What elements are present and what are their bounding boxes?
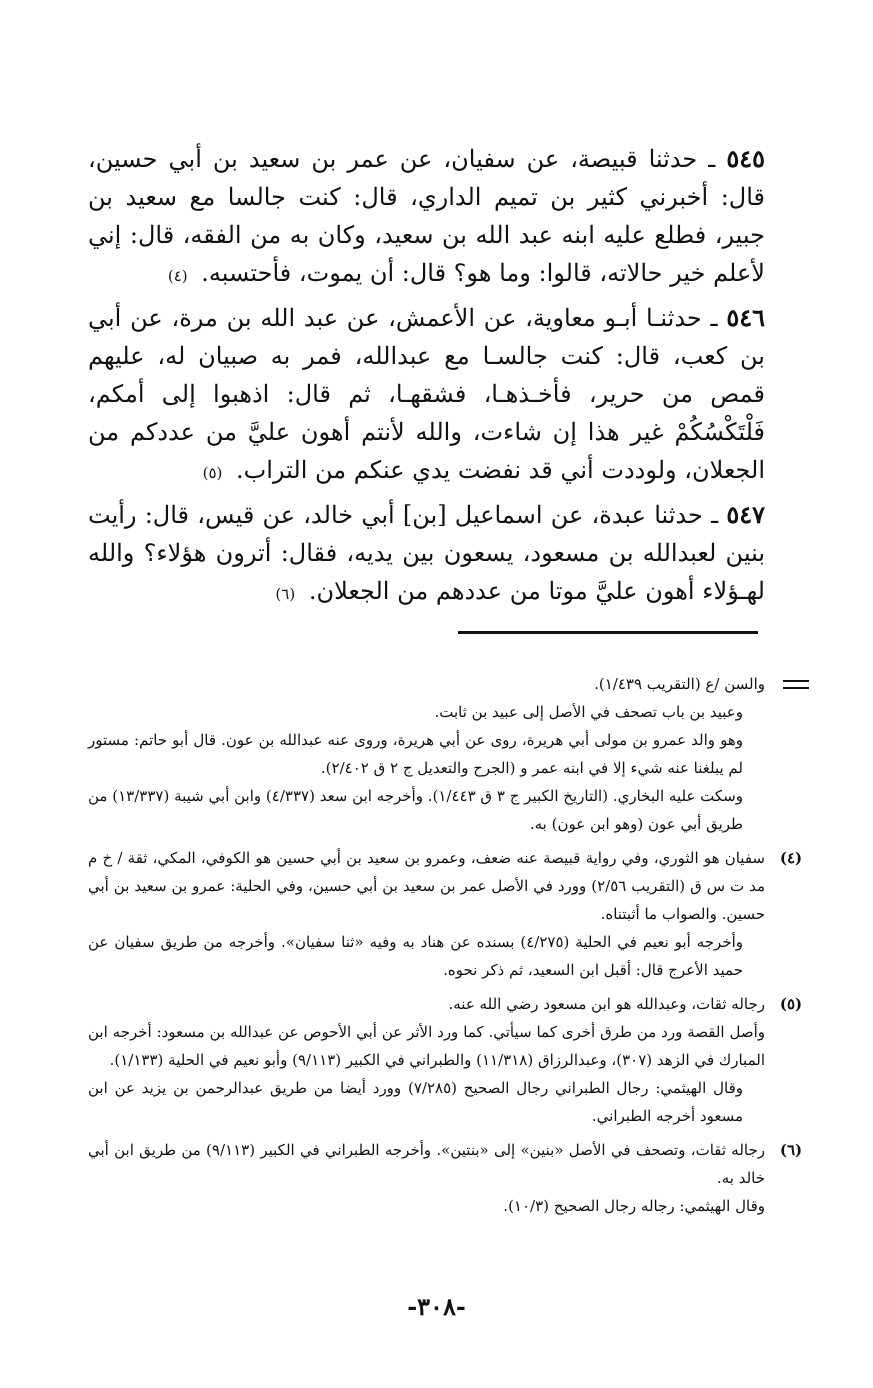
footnote-ref: (٤) xyxy=(167,267,188,285)
footnote-number: (٦) xyxy=(779,1141,803,1159)
footnote-line: وأصل القصة ورد من طرق أخرى كما سيأتي. كما ورد الأثر عن أبي الأحوص عن عبدالله بن مسعود: أخرجه ابن المبارك في الزهد (٣٠٧)، وعبدالرزاق (١١/٣١٨) والطبراني في الكبير (٩/١١٣) وأبو نعيم في الحلية (١/١٣٣). xyxy=(88,1023,765,1069)
footnote-ref: (٥) xyxy=(202,464,223,482)
footnote-ref: (٦) xyxy=(275,585,296,603)
footnotes xyxy=(88,670,803,1220)
footnote-4 xyxy=(88,844,803,984)
continuation-mark-icon xyxy=(783,680,809,694)
footnote-line: سفيان هو الثوري، وفي رواية قبيصة عنه ضعف، وعمرو بن سعيد بن أبي حسين هو الكوفي، المكي، ثقة / خ م مد ت س ق (التقريب ٢/٥٦) وورد في الأصل عمر بن سعيد بن أبي حسين، وفي الحلية: عمرو بن سعيد بن أبي حسين. والصواب ما أثبتناه. xyxy=(88,849,766,923)
footnote-line: وعبيد بن باب تصحف في الأصل إلى عبيد بن ثابت. xyxy=(434,703,743,721)
hadith-number: ٥٤٦ xyxy=(726,303,765,332)
hadith-547 xyxy=(88,496,765,613)
hadith-545 xyxy=(88,140,765,295)
footnote-line: وقال الهيثمي: رجاله رجال الصحيح (١٠/٣). xyxy=(503,1197,765,1215)
page-number: -٣٠٨- xyxy=(407,1292,466,1321)
footnote-number: (٥) xyxy=(779,995,803,1013)
footnote-6 xyxy=(88,1136,803,1220)
footnote-number: (٤) xyxy=(779,849,803,867)
footnote-line: رجاله ثقات، وعبدالله هو ابن مسعود رضي الله عنه. xyxy=(448,995,765,1013)
hadith-number: ٥٤٧ xyxy=(726,500,765,529)
main-text xyxy=(88,140,803,1220)
footnote-line: وأخرجه أبو نعيم في الحلية (٤/٢٧٥) بسنده عن هناد به وفيه «ثنا سفيان». وأخرجه من طريق سفيان عن حميد الأعرج قال: أقبل ابن السعيد، ثم ذكر نحوه. xyxy=(88,933,743,979)
footnote-separator xyxy=(458,631,758,634)
hadith-text: ـ حدثنا عبدة، عن اسماعيل [بن] أبي خالد، عن قيس، قال: رأيت بنين لعبدالله بن مسعود، يسعون بين يديه، فقال: أترون هؤلاء؟ والله لهـؤلاء أهون عليَّ موتا من عددهم من الجعلان. xyxy=(88,501,765,605)
footnote-separator-wrap xyxy=(88,631,765,634)
footnote-continuation xyxy=(88,670,765,838)
hadith-text: ـ حدثنا قبيصة، عن سفيان، عن عمر بن سعيد بن أبي حسين، قال: أخبرني كثير بن تميم الداري، قال: كنت جالسا مع سعيد بن جبير، فطلع عليه ابنه عبد الله بن سعيد، وكان به من الفقه، قال: إني لأعلم خير حالاته، قالوا: وما هو؟ قال: أن يموت، فأحتسبه. xyxy=(88,145,765,287)
footnote-line: وقال الهيثمي: رجال الطبراني رجال الصحيح (٧/٢٨٥) وورد أيضا من طريق عبدالرحمن بن يزيد عن ابن مسعود أخرجه الطبراني. xyxy=(88,1079,743,1125)
hadith-number: ٥٤٥ xyxy=(726,144,765,173)
footnote-line: وسكت عليه البخاري. (التاريخ الكبير ج ٣ ق ١/٤٤٣). وأخرجه ابن سعد (٤/٣٣٧) وابن أبي شيبة (١٣/٣٣٧) من طريق أبي عون (وهو ابن عون) به. xyxy=(88,787,743,833)
footnote-line: رجاله ثقات، وتصحف في الأصل «بنين» إلى «بنتين». وأخرجه الطبراني في الكبير (٩/١١٣) من طريق ابن أبي خالد به. xyxy=(88,1141,765,1187)
hadith-text: ـ حدثنـا أبـو معاوية، عن الأعمش، عن عبد الله بن مرة، عن أبي بن كعب، قال: كنت جالسـا مع عبدالله، فمر به صبيان له، عليهم قمص من حرير، فأخـذهـا، فشقهـا، ثم قال: اذهبوا إلى أمكم، فَلْتَكْسُكُمْ غير هذا إن شاءت، والله لأنتم أهون عليَّ من عددكم من الجعلان، ولوددت أني قد نفضت يدي عنكم من التراب. xyxy=(88,304,765,484)
hadith-546 xyxy=(88,299,765,492)
footnote-line: وهو والد عمرو بن مولى أبي هريرة، روى عن أبي هريرة، وروى عنه عبدالله بن عون. قال أبو حاتم: مستور لم يبلغنا عنه شيء إلا في ابنه عمر و (الجرح والتعديل ج ٢ ق ٢/٤٠٢). xyxy=(88,731,743,777)
footnote-line: والسن /ع (التقريب ١/٤٣٩). xyxy=(594,675,765,693)
footnote-5 xyxy=(88,990,803,1130)
